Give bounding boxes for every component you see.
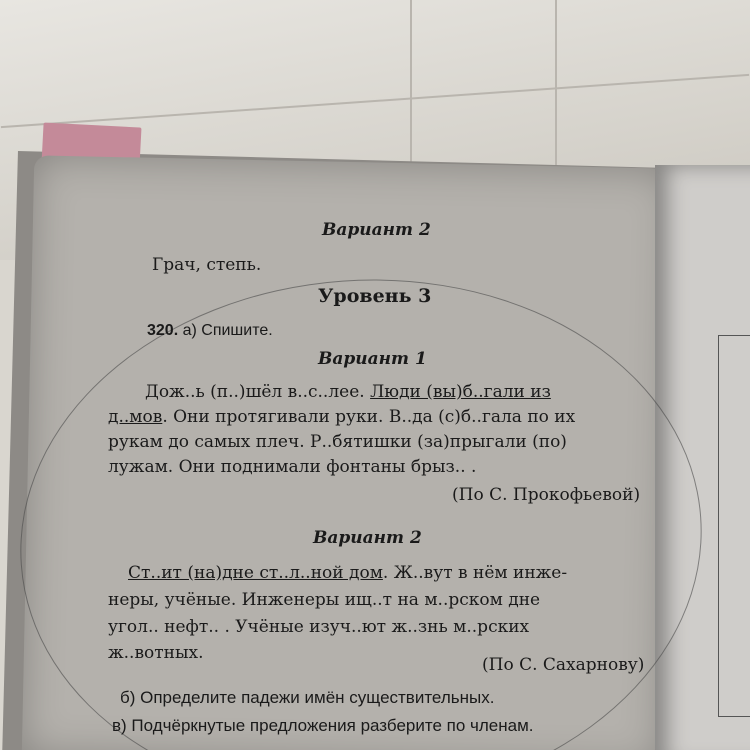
variant2-line-3: угол.. нефт.. . Учёные изуч..ют ж..знь м..рских xyxy=(108,617,530,637)
variant2-line-2: неры, учёные. Инженеры ищ..т на м..рском дне xyxy=(108,590,541,610)
variant2-underlined: Ст..ит (на)дне ст..л..ной дом xyxy=(128,563,383,583)
variant2-line-1b: . Ж..вут в нём инже- xyxy=(382,563,568,583)
instruction-b: б) Определите падежи имён существительных. xyxy=(120,688,495,707)
variant2-line-1 xyxy=(128,563,567,583)
variant1-line-1a: Дож..ь (п..)шёл в..с..лее. xyxy=(145,382,365,402)
instruction-c: в) Подчёркнутые предложения разберите по членам. xyxy=(112,716,534,735)
exercise-line xyxy=(147,322,273,340)
variant2-top-heading: Вариант 2 xyxy=(322,220,431,240)
variant1-heading: Вариант 1 xyxy=(318,349,427,369)
exercise-instruction-a: а) Спишите. xyxy=(182,322,273,339)
level-heading: Уровень 3 xyxy=(318,285,432,307)
variant1-line-1 xyxy=(145,382,551,402)
exercise-number: 320. xyxy=(147,322,179,339)
variant1-line-4: лужам. Они поднимали фонтаны брыз.. . xyxy=(108,457,477,477)
variant1-line-1b: Люди (вы)б..гали из xyxy=(370,382,551,402)
variant2-heading: Вариант 2 xyxy=(313,528,422,548)
variant2-top-words: Грач, степь. xyxy=(152,255,262,275)
variant2-source: (По С. Сахарнову) xyxy=(482,655,645,675)
variant1-line-2a: д..мов xyxy=(108,407,163,427)
variant1-line-2b: . Они протягивали руки. В..да (с)б..гала по их xyxy=(162,407,576,427)
variant1-line-2 xyxy=(108,407,575,427)
variant1-source: (По С. Прокофьевой) xyxy=(452,485,641,505)
variant1-line-3: рукам до самых плеч. Р..бятишки (за)прыгали (по) xyxy=(108,432,567,452)
variant2-line-4: ж..вотных. xyxy=(108,643,204,663)
